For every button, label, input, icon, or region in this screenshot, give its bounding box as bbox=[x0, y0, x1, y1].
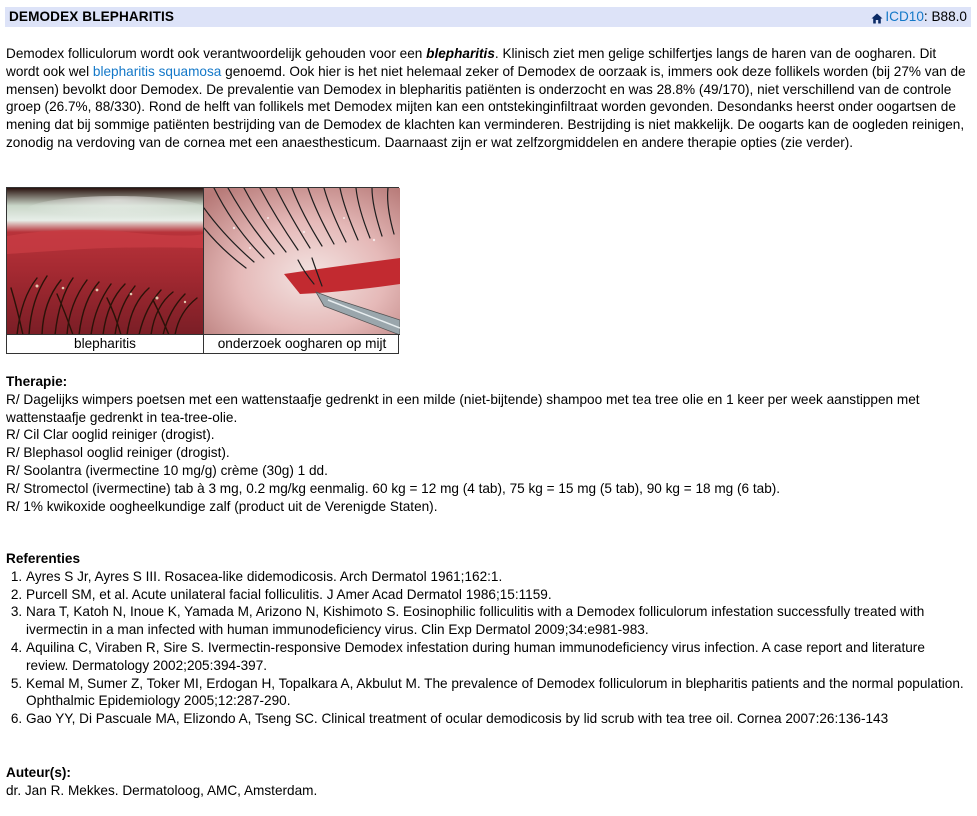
figure-blepharitis bbox=[7, 188, 203, 353]
reference-item: 2. Purcell SM, et al. Acute unilateral facial folliculitis. J Amer Acad Dermatol 1986;15:1159. bbox=[26, 586, 966, 604]
intro-paragraph bbox=[6, 45, 966, 152]
references-list bbox=[6, 568, 966, 728]
title-bar bbox=[5, 7, 971, 27]
reference-item: 6. Gao YY, Di Pascuale MA, Elizondo A, Tseng SC. Clinical treatment of ocular demodicosis by lid scrub with tea tree oil. Cornea 2007:26:136-143 bbox=[26, 710, 966, 728]
therapy-item: R/ Stromectol (ivermectine) tab à 3 mg, 0.2 mg/kg eenmalig. 60 kg = 12 mg (4 tab), 75 kg = 15 mg (5 tab), 90 kg = 18 mg (6 tab). bbox=[6, 480, 781, 496]
intro-text-2: . Klinisch ziet men gelige schilfertjes langs de haren van de oogharen. Dit wordt ook wel bbox=[6, 46, 937, 79]
figure-caption-onderzoek: onderzoek oogharen op mijt bbox=[217, 336, 387, 351]
figure-caption-blepharitis: blepharitis bbox=[74, 336, 136, 351]
page-title: DEMODEX BLEPHARITIS bbox=[9, 9, 175, 25]
figure-onderzoek bbox=[203, 188, 400, 353]
reference-item: 3. Nara T, Katoh N, Inoue K, Yamada M, Arizono N, Kishimoto S. Eosinophilic folliculitis with a Demodex folliculorum infestation successfully treated with ivermectin in a man infected with human immunodeficiency virus. Clin Exp Dermatol 2009;34:e981-983. bbox=[26, 603, 966, 639]
therapy-section bbox=[6, 373, 966, 515]
author-heading: Auteur(s): bbox=[6, 765, 71, 780]
therapy-list bbox=[6, 391, 966, 516]
blepharitis-image[interactable] bbox=[7, 188, 203, 335]
icd-separator: : bbox=[923, 9, 932, 25]
figure-table bbox=[6, 187, 399, 354]
blepharitis-squamosa-link[interactable]: blepharitis squamosa bbox=[92, 63, 222, 79]
therapy-item: R/ Dagelijks wimpers poetsen met een wattenstaafje gedrenkt in een milde (niet-bijtende) shampoo met tea tree olie en 1 keer per week aanstippen met wattenstaafje gedrenkt in tea-tree-olie. bbox=[6, 391, 920, 425]
intro-text-3: genoemd. Ook hier is het niet helemaal zeker of Demodex de oorzaak is, immers ook deze follikels worden (bij 27% van de mensen) bevolkt door Demodex. De prevalentie van Demodex in blepharitis patiënten is onderzocht en was 28.8% (49/170), niet verschillend van de controle groep (26.7%, 88/330). Rond de helft van follikels met Demodex mijten kan een ontstekinginfiltraat worden gevonden. Desondanks heerst onder oogartsen de mening dat bij sommige patiënten bestrijding van de Demodex de klachten kan verminderen. Bestrijding is niet makkelijk. De oogarts kan de oogleden reinigen, zonodig na verdoving van de cornea met een anaesthesticum. Daarnaast zijn er wat zelfzorgmiddelen en andere therapie opties (zie verder). bbox=[6, 63, 966, 150]
references-section bbox=[6, 550, 966, 728]
intro-text-1: Demodex folliculorum wordt ook verantwoordelijk gehouden voor een bbox=[6, 46, 427, 61]
icd10-link[interactable]: ICD10 bbox=[885, 9, 924, 25]
therapy-heading: Therapie: bbox=[6, 374, 68, 389]
lash-exam-image[interactable] bbox=[204, 188, 400, 335]
references-heading: Referenties bbox=[6, 551, 81, 566]
intro-emphasis: blepharitis bbox=[426, 46, 495, 61]
therapy-item: R/ 1% kwikoxide oogheelkundige zalf (product uit de Verenigde Staten). bbox=[6, 498, 438, 514]
home-icon[interactable] bbox=[871, 11, 883, 22]
therapy-item: R/ Blephasol ooglid reiniger (drogist). bbox=[6, 445, 230, 461]
reference-item: 1. Ayres S Jr, Ayres S III. Rosacea-like didemodicosis. Arch Dermatol 1961;162:1. bbox=[26, 568, 966, 586]
author-section bbox=[6, 764, 966, 800]
reference-item: 4. Aquilina C, Viraben R, Sire S. Ivermectin-responsive Demodex infestation during human immunodeficiency virus infection. A case report and literature review. Dermatology 2002;205:394-397. bbox=[26, 639, 966, 675]
therapy-item: R/ Cil Clar ooglid reiniger (drogist). bbox=[6, 427, 215, 443]
therapy-item: R/ Soolantra (ivermectine 10 mg/g) crème (30g) 1 dd. bbox=[6, 462, 328, 478]
author-text: dr. Jan R. Mekkes. Dermatoloog, AMC, Amsterdam. bbox=[6, 782, 318, 798]
icd-code-area bbox=[871, 8, 967, 26]
icd-code: B88.0 bbox=[931, 9, 967, 25]
reference-item: 5. Kemal M, Sumer Z, Toker MI, Erdogan H, Topalkara A, Akbulut M. The prevalence of Demodex folliculorum in blepharitis patients and the normal population. Ophthalmic Epidemiology 2005;12:287-290. bbox=[26, 675, 966, 711]
